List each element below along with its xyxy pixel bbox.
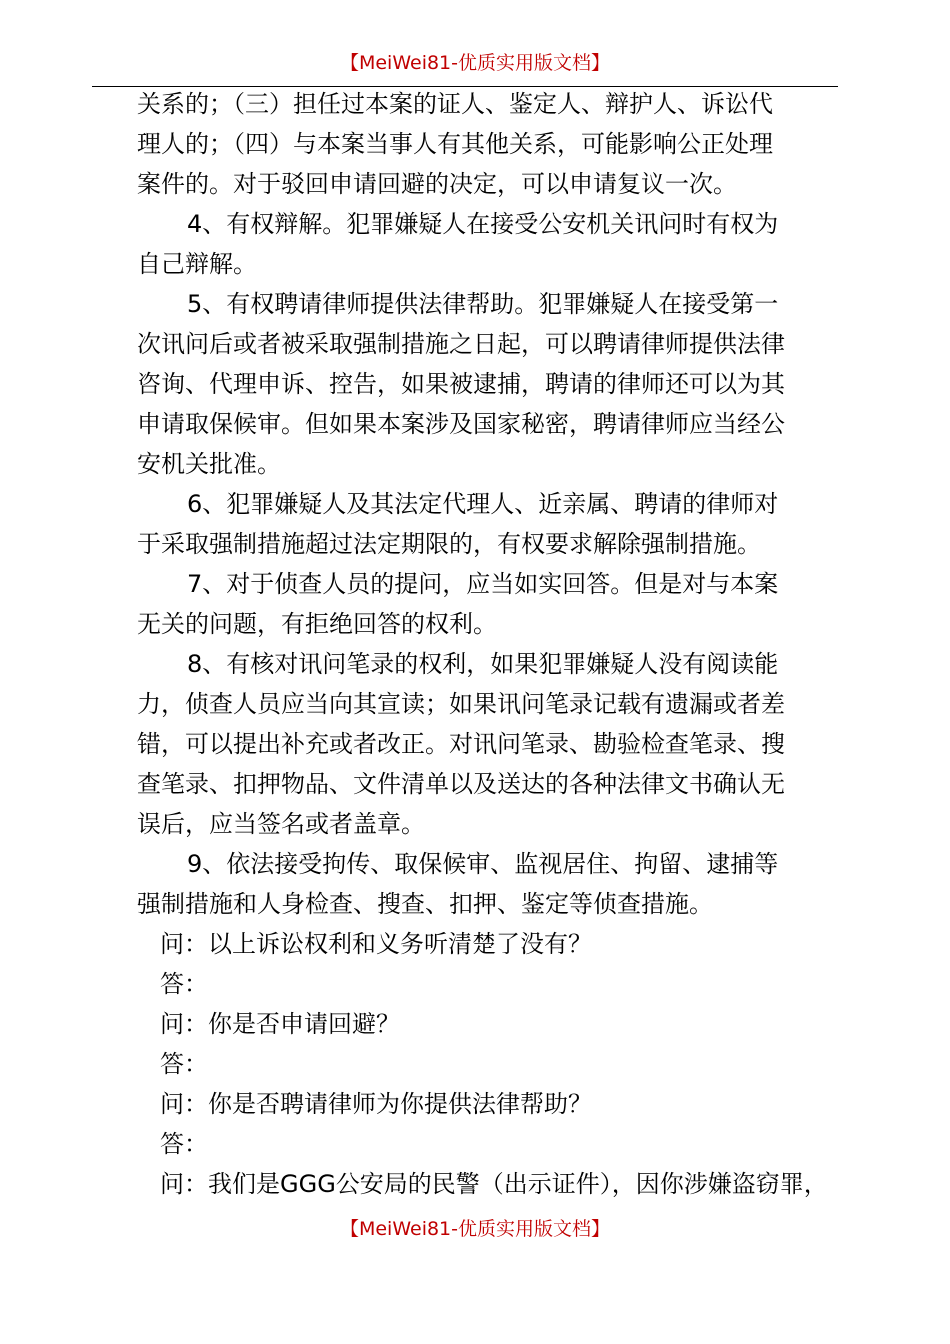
text-line: 理人的；（四）与本案当事人有其他关系，可能影响公正处理	[137, 130, 773, 158]
question-line: 问：我们是GGG公安局的民警（出示证件），因你涉嫌盗窃罪，	[160, 1170, 828, 1198]
text-line: 申请取保候审。但如果本案涉及国家秘密，聘请律师应当经公	[137, 410, 785, 438]
text-line: 案件的。对于驳回申请回避的决定，可以申请复议一次。	[137, 170, 737, 198]
text-line: 安机关批准。	[137, 450, 281, 478]
paragraph-6-start: 6、犯罪嫌疑人及其法定代理人、近亲属、聘请的律师对	[187, 490, 779, 518]
text-line: 次讯问后或者被采取强制措施之日起，可以聘请律师提供法律	[137, 330, 785, 358]
page-header: 【MeiWei81-优质实用版文档】	[339, 52, 611, 74]
text-line: 误后，应当签名或者盖章。	[137, 810, 425, 838]
paragraph-8-start: 8、有核对讯问笔录的权利，如果犯罪嫌疑人没有阅读能	[187, 650, 779, 678]
paragraph-5-start: 5、有权聘请律师提供法律帮助。犯罪嫌疑人在接受第一	[187, 290, 779, 318]
text-line: 错，可以提出补充或者改正。对讯问笔录、勘验检查笔录、搜	[137, 730, 785, 758]
text-line: 强制措施和人身检查、搜查、扣押、鉴定等侦查措施。	[137, 890, 713, 918]
document-body	[137, 84, 837, 1204]
text-line: 于采取强制措施超过法定期限的，有权要求解除强制措施。	[137, 530, 761, 558]
answer-line: 答：	[160, 1050, 208, 1078]
text-line: 关系的；（三）担任过本案的证人、鉴定人、辩护人、诉讼代	[137, 90, 773, 118]
paragraph-7-start: 7、对于侦查人员的提问，应当如实回答。但是对与本案	[187, 570, 779, 598]
question-line: 问：以上诉讼权利和义务听清楚了没有？	[160, 930, 592, 958]
answer-line: 答：	[160, 1130, 208, 1158]
page-footer: 【MeiWei81-优质实用版文档】	[339, 1218, 611, 1240]
text-line: 自己辩解。	[137, 250, 257, 278]
answer-line: 答：	[160, 970, 208, 998]
question-line: 问：你是否申请回避？	[160, 1010, 400, 1038]
text-line: 无关的问题，有拒绝回答的权利。	[137, 610, 497, 638]
text-line: 咨询、代理申诉、控告，如果被逮捕，聘请的律师还可以为其	[137, 370, 785, 398]
text-line: 力，侦查人员应当向其宣读；如果讯问笔录记载有遗漏或者差	[137, 690, 785, 718]
paragraph-9-start: 9、依法接受拘传、取保候审、监视居住、拘留、逮捕等	[187, 850, 779, 878]
paragraph-4-start: 4、有权辩解。犯罪嫌疑人在接受公安机关讯问时有权为	[187, 210, 779, 238]
question-line: 问：你是否聘请律师为你提供法律帮助？	[160, 1090, 592, 1118]
text-line: 查笔录、扣押物品、文件清单以及送达的各种法律文书确认无	[137, 770, 785, 798]
